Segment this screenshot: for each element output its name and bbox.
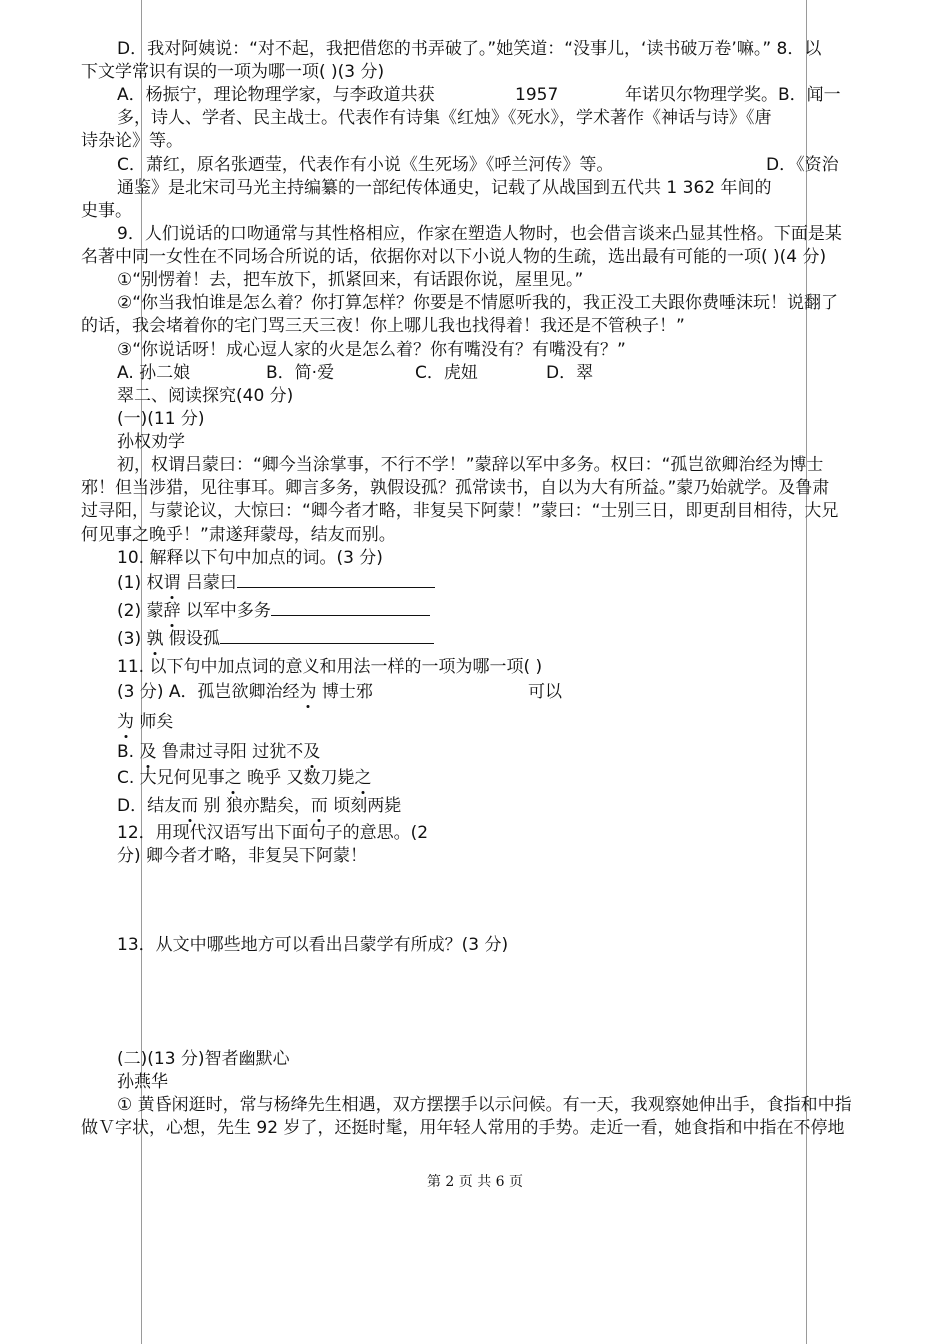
passage-title: 孙权劝学 (117, 432, 185, 452)
dotted-word: 而 (310, 796, 328, 816)
question-11-option-c (117, 767, 372, 789)
passage-author: 孙燕华 (117, 1072, 168, 1092)
question-8-option-c: C．萧红，原名张迺莹，代表作有小说《生死场》《呼兰河传》等。 (117, 155, 614, 175)
text-segment: 以军中多务 (180, 601, 271, 621)
passage-2-paragraph-cont: 做Ｖ字状，心想，先生 92 岁了，还挺时髦，用年轻人常用的手势。走近一看，她食指和中指在不停地 (81, 1118, 845, 1138)
quote-3: ③“你说话呀！成心逗人家的火是怎么着？你有嘴没有？有嘴没有？” (117, 340, 626, 360)
question-9-option-d: D．翠 (546, 363, 594, 383)
dotted-word: 孰 (146, 629, 164, 649)
text-segment: 博士邪 (316, 682, 373, 702)
question-11-option-a-cont (117, 711, 173, 733)
question-9-stem: 9．人们说话的口吻通常与其性格相应，作家在塑造人物时，也会借言谈来凸显其性格。下面是某 (117, 224, 842, 244)
dotted-word: 为 (299, 682, 317, 702)
question-10-item-1 (117, 572, 435, 594)
question-10-item-2 (117, 600, 430, 622)
answer-blank[interactable] (271, 600, 430, 616)
question-8-option-a (117, 84, 841, 106)
text-segment: 师矣 (134, 712, 174, 732)
question-8-option-b-cont: 诗杂论》等。 (81, 131, 183, 151)
question-12-sentence: 分) 卿今者才略，非复吴下阿蒙！ (117, 846, 368, 866)
text-segment: A．杨振宁，理论物理学家，与李政道共获 (117, 85, 435, 105)
right-margin-line (806, 0, 807, 1344)
text-segment: C. 大兄何见事 (117, 768, 225, 788)
text-segment: 晚乎 又数刀毙 (241, 768, 355, 788)
passage-paragraph-cont: 何见事之晚乎！”肃遂拜蒙母，结友而别。 (81, 525, 396, 545)
text-segment: 吕蒙曰 (180, 573, 237, 593)
dotted-word: 谓 (163, 573, 181, 593)
text-segment: B. (117, 742, 140, 762)
text-segment: 别 狼亦黠矣， (198, 796, 311, 816)
question-7-option-d: D．我对阿姨说：“对不起，我把借您的书弄破了。”她笑道：“没事儿，‘读书破万卷’嘛。” 8．以 (117, 39, 822, 59)
dotted-word: 及 (303, 742, 321, 762)
question-8-stem: 下文学常识有误的一项为哪一项( )(3 分) (81, 62, 385, 82)
question-12-stem: 12．用现代汉语写出下面句子的意思。(2 (117, 823, 429, 843)
dotted-word: 之 (354, 768, 372, 788)
dotted-word: 而 (181, 796, 199, 816)
text-segment: 鲁肃过寻阳 过犹不 (156, 742, 304, 762)
subsection-heading-1: (一)(11 分) (117, 409, 205, 429)
dotted-word: 为 (117, 712, 134, 732)
passage-2-paragraph: ① 黄昏闲逛时，常与杨绛先生相遇，双方摆摆手以示问候。有一天，我观察她伸出手，食指和中指 (117, 1095, 852, 1115)
text-segment: (1) 权 (117, 573, 164, 593)
question-9-option-b: B．简·爱 (266, 363, 335, 383)
text-segment: 年诺贝尔物理学奖。B．闻一 (625, 85, 841, 105)
dotted-word: 之 (224, 768, 242, 788)
text-segment: 可以 (528, 682, 562, 702)
question-8-option-d-cont: 通鉴》是北宋司马光主持编纂的一部纪传体通史，记载了从战国到五代共 1 362 年间的 (117, 178, 772, 198)
passage-paragraph: 初，权谓吕蒙曰：“卿今当涂掌事，不行不学！”蒙辞以军中多务。权曰：“孤岂欲卿治经为博士 (117, 455, 824, 475)
question-8-option-d-end: 史事。 (81, 201, 132, 221)
text-segment: (3) (117, 629, 147, 649)
question-11-option-b (117, 741, 320, 763)
question-10-stem: 10. 解释以下句中加点的词。(3 分) (117, 548, 383, 568)
question-11-stem: 11. 以下句中加点词的意义和用法一样的一项为哪一项( ) (117, 657, 543, 677)
text-segment: 顷刻两毙 (327, 796, 402, 816)
text-segment: (2) 蒙 (117, 601, 164, 621)
text-segment: D．结友 (117, 796, 182, 816)
question-9-stem-cont: 名著中同一女性在不同场合所说的话，依据你对以下小说人物的生疏，选出最有可能的一项( )(4 分) (81, 247, 827, 267)
answer-blank[interactable] (220, 628, 434, 644)
question-8-option-d: D．《资治 (766, 155, 839, 175)
section-heading-reading: 翠二、阅读探究(40 分) (117, 386, 294, 406)
text-segment: 1957 (515, 85, 559, 105)
answer-blank[interactable] (237, 572, 435, 588)
passage-paragraph-cont: 过寻阳，与蒙论议，大惊曰：“卿今者才略，非复吴下阿蒙！”蒙曰：“士别三日，即更刮目相待，大兄 (81, 501, 839, 521)
question-9-option-a: A. 孙二娘 (117, 363, 191, 383)
quote-1: ①“别愣着！去，把车放下，抓紧回来，有话跟你说，屋里见。” (117, 270, 584, 290)
passage-paragraph-cont: 邪！但当涉猎，见往事耳。卿言多务，孰假设孤？孤常读书，自以为大有所益。”蒙乃始就学。及鲁肃 (81, 478, 830, 498)
question-11-option-d (117, 795, 401, 817)
question-9-option-c: C．虎妞 (415, 363, 478, 383)
question-13-stem: 13．从文中哪些地方可以看出吕蒙学有所成？(3 分) (117, 935, 509, 955)
subsection-heading-2: (二)(13 分)智者幽默心 (117, 1049, 290, 1069)
dotted-word: 辞 (163, 601, 181, 621)
text-segment: 假设孤 (163, 629, 220, 649)
page-footer: 第 2 页 共 6 页 (426, 1174, 524, 1190)
question-10-item-3 (117, 628, 434, 650)
question-8-option-b: 多，诗人、学者、民主战士。代表作有诗集《红烛》《死水》，学术著作《神话与诗》《唐 (117, 108, 772, 128)
quote-2: ②“你当我怕谁是怎么着？你打算怎样？你要是不情愿听我的，我正没工夫跟你费唾沫玩！说翻了 (117, 293, 839, 313)
dotted-word: 及 (139, 742, 157, 762)
question-11-option-a (117, 681, 562, 703)
text-segment: (3 分) A．孤岂欲卿治经 (117, 682, 300, 702)
quote-2-cont: 的话，我会堵着你的宅门骂三天三夜！你上哪儿我也找得着！我还是不管秧子！” (81, 316, 685, 336)
